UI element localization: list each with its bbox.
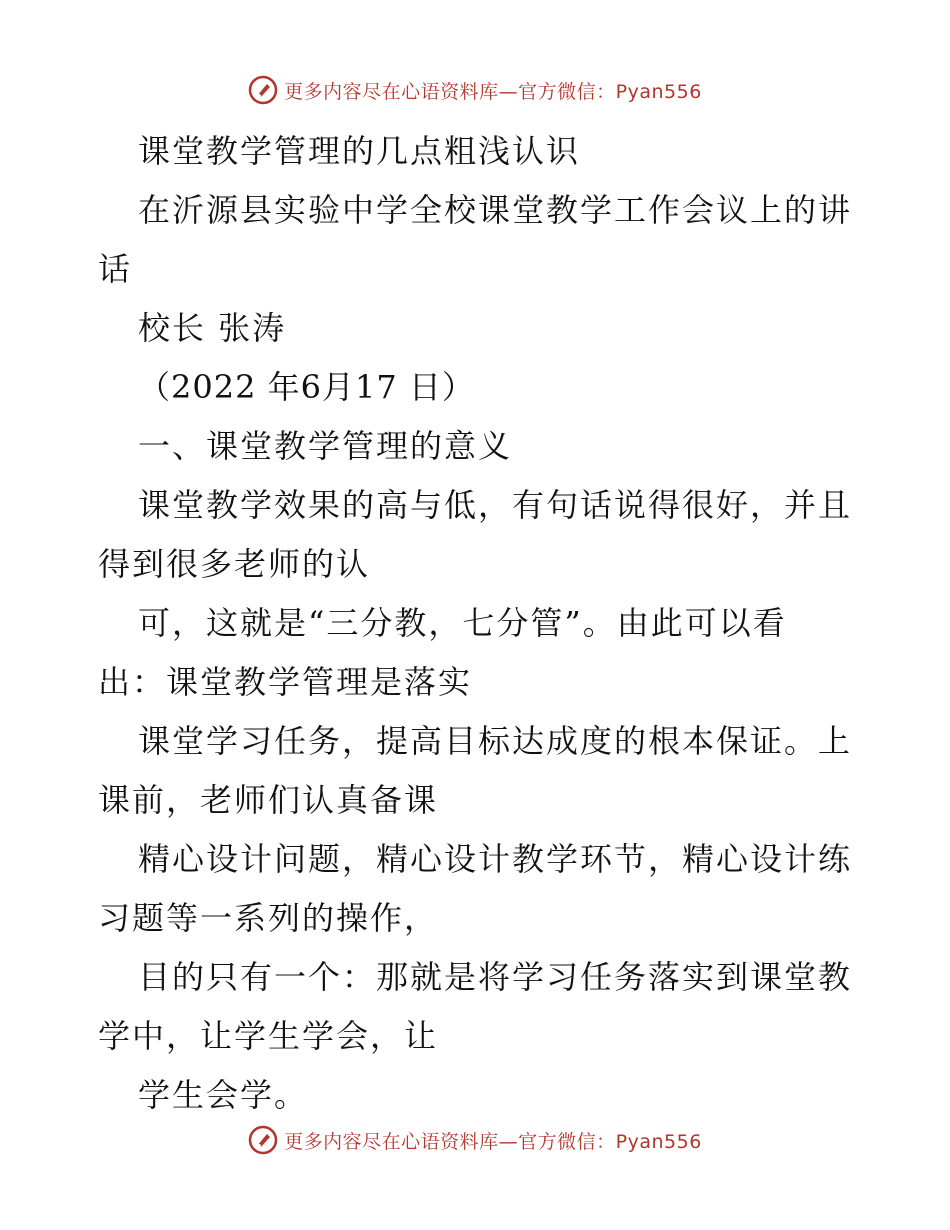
paragraph-line: 习题等一系列的操作， [98,899,439,937]
paragraph-line: 课前，老师们认真备课 [98,781,439,819]
doc-subtitle-line-2: 话 [98,250,133,288]
footer-watermark [0,1123,950,1157]
paragraph-line: 出：课堂教学管理是落实 [98,663,473,701]
pen-logo-icon [248,1125,278,1155]
paragraph-line: 课堂学习任务，提高目标达成度的根本保证。上 [138,722,853,760]
paragraph-line: 学生会学。 [138,1076,309,1114]
watermark-text: 更多内容尽在心语资料库—官方微信：Pyan556 [284,80,702,103]
header-watermark [0,73,950,107]
paragraph-line: 目的只有一个：那就是将学习任务落实到课堂教 [138,958,853,996]
pen-logo-icon [248,75,278,105]
document-body [98,122,858,1125]
doc-subtitle-line-1: 在沂源县实验中学全校课堂教学工作会议上的讲 [138,191,853,229]
section-heading: 一、课堂教学管理的意义 [138,427,513,465]
paragraph-line: 精心设计问题，精心设计教学环节，精心设计练 [138,840,853,878]
paragraph-line: 学中，让学生学会，让 [98,1017,439,1055]
doc-date: （2022 年6月17 日） [138,368,475,406]
paragraph-line: 可，这就是“三分教，七分管”。由此可以看 [138,604,787,642]
paragraph-line: 得到很多老师的认 [98,545,371,583]
doc-author: 校长 张涛 [138,309,287,347]
doc-title: 课堂教学管理的几点粗浅认识 [138,132,581,170]
watermark-text: 更多内容尽在心语资料库—官方微信：Pyan556 [284,1130,702,1153]
paragraph-line: 课堂教学效果的高与低，有句话说得很好，并且 [138,486,853,524]
